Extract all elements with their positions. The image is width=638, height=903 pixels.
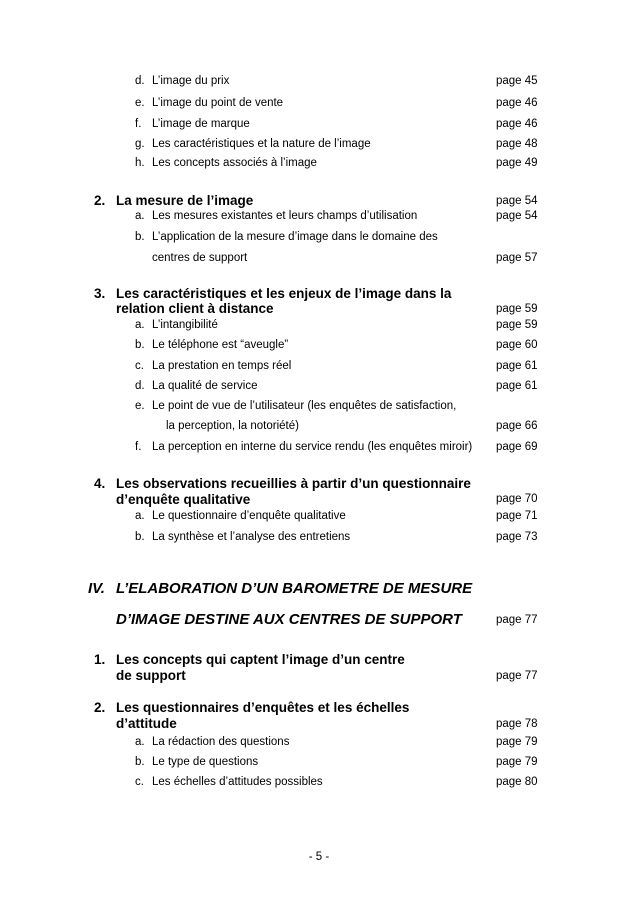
entry-page: page 79 bbox=[496, 756, 538, 768]
entry-letter: a. bbox=[135, 736, 145, 748]
entry-label: La rédaction des questions bbox=[152, 736, 290, 748]
entry-letter: g. bbox=[135, 138, 145, 150]
entry-page: page 80 bbox=[496, 776, 538, 788]
page-number-footer: - 5 - bbox=[308, 851, 330, 863]
entry-label-continued: centres de support bbox=[152, 252, 248, 264]
entry-letter: b. bbox=[135, 339, 145, 351]
part-title: L’ELABORATION D’UN BAROMETRE DE MESURE bbox=[116, 580, 473, 597]
entry-label: La synthèse et l’analyse des entretiens bbox=[152, 531, 351, 543]
section-number: 2. bbox=[94, 193, 106, 208]
entry-page: page 71 bbox=[496, 510, 538, 522]
entry-label: La prestation en temps réel bbox=[152, 360, 292, 372]
entry-letter: e. bbox=[135, 400, 145, 412]
entry-page: page 60 bbox=[496, 339, 538, 351]
entry-label: La perception en interne du service rendu (les enquêtes miroir) bbox=[152, 441, 473, 453]
entry-page: page 46 bbox=[496, 97, 538, 109]
entry-letter: a. bbox=[135, 319, 145, 331]
entry-letter: a. bbox=[135, 210, 145, 222]
entry-page: page 48 bbox=[496, 138, 538, 150]
entry-letter: b. bbox=[135, 231, 145, 243]
entry-label: Le type de questions bbox=[152, 756, 259, 768]
entry-label: L’image du point de vente bbox=[152, 97, 284, 109]
entry-label: La qualité de service bbox=[152, 380, 258, 392]
entry-letter: c. bbox=[135, 360, 144, 372]
entry-page: page 57 bbox=[496, 252, 538, 264]
entry-label: Les mesures existantes et leurs champs d’utilisation bbox=[152, 210, 418, 222]
entry-label: L’application de la mesure d’image dans le domaine des bbox=[152, 231, 438, 243]
entry-label: Le questionnaire d’enquête qualitative bbox=[152, 510, 346, 522]
entry-page: page 45 bbox=[496, 75, 538, 87]
entry-label: Les concepts associés à l’image bbox=[152, 157, 317, 169]
entry-label: L’image de marque bbox=[152, 118, 250, 130]
part-page: page 77 bbox=[496, 614, 538, 626]
entry-label: Le point de vue de l’utilisateur (les enquêtes de satisfaction, bbox=[152, 400, 457, 412]
section-page: page 70 bbox=[496, 493, 538, 505]
section-title: Les questionnaires d’enquêtes et les échelles bbox=[116, 700, 410, 715]
section-title: Les caractéristiques et les enjeux de l’image dans la bbox=[116, 286, 452, 301]
entry-letter: d. bbox=[135, 380, 145, 392]
entry-letter: c. bbox=[135, 776, 144, 788]
entry-label: L’image du prix bbox=[152, 75, 230, 87]
entry-page: page 54 bbox=[496, 210, 538, 222]
entry-label: Le téléphone est “aveugle” bbox=[152, 339, 289, 351]
entry-letter: f. bbox=[135, 441, 142, 453]
section-number: 3. bbox=[94, 286, 106, 301]
entry-label-continued: la perception, la notoriété) bbox=[166, 420, 299, 432]
section-title-continued: relation client à distance bbox=[116, 301, 274, 316]
section-title: Les observations recueillies à partir d’un questionnaire bbox=[116, 476, 471, 491]
section-title-continued: de support bbox=[116, 668, 186, 683]
entry-page: page 66 bbox=[496, 420, 538, 432]
entry-label: Les échelles d’attitudes possibles bbox=[152, 776, 323, 788]
section-title-continued: d’enquête qualitative bbox=[116, 492, 251, 507]
section-page: page 77 bbox=[496, 670, 538, 682]
section-page: page 59 bbox=[496, 303, 538, 315]
section-title: La mesure de l’image bbox=[116, 193, 254, 208]
section-number: 1. bbox=[94, 652, 106, 667]
entry-letter: e. bbox=[135, 97, 145, 109]
part-title-continued: D’IMAGE DESTINE AUX CENTRES DE SUPPORT bbox=[116, 611, 462, 628]
entry-page: page 61 bbox=[496, 360, 538, 372]
entry-letter: b. bbox=[135, 756, 145, 768]
section-page: page 78 bbox=[496, 718, 538, 730]
part-number: IV. bbox=[88, 580, 105, 597]
entry-label: L’intangibilité bbox=[152, 319, 218, 331]
entry-page: page 59 bbox=[496, 319, 538, 331]
section-number: 4. bbox=[94, 476, 106, 491]
section-page: page 54 bbox=[496, 195, 538, 207]
entry-letter: h. bbox=[135, 157, 145, 169]
entry-page: page 73 bbox=[496, 531, 538, 543]
section-title: Les concepts qui captent l’image d’un centre bbox=[116, 652, 405, 667]
entry-letter: a. bbox=[135, 510, 145, 522]
entry-page: page 61 bbox=[496, 380, 538, 392]
section-number: 2. bbox=[94, 700, 106, 715]
entry-label: Les caractéristiques et la nature de l’image bbox=[152, 138, 371, 150]
section-title-continued: d’attitude bbox=[116, 716, 177, 731]
entry-page: page 69 bbox=[496, 441, 538, 453]
entry-letter: d. bbox=[135, 75, 145, 87]
entry-letter: f. bbox=[135, 118, 142, 130]
entry-page: page 46 bbox=[496, 118, 538, 130]
entry-page: page 49 bbox=[496, 157, 538, 169]
entry-letter: b. bbox=[135, 531, 145, 543]
entry-page: page 79 bbox=[496, 736, 538, 748]
